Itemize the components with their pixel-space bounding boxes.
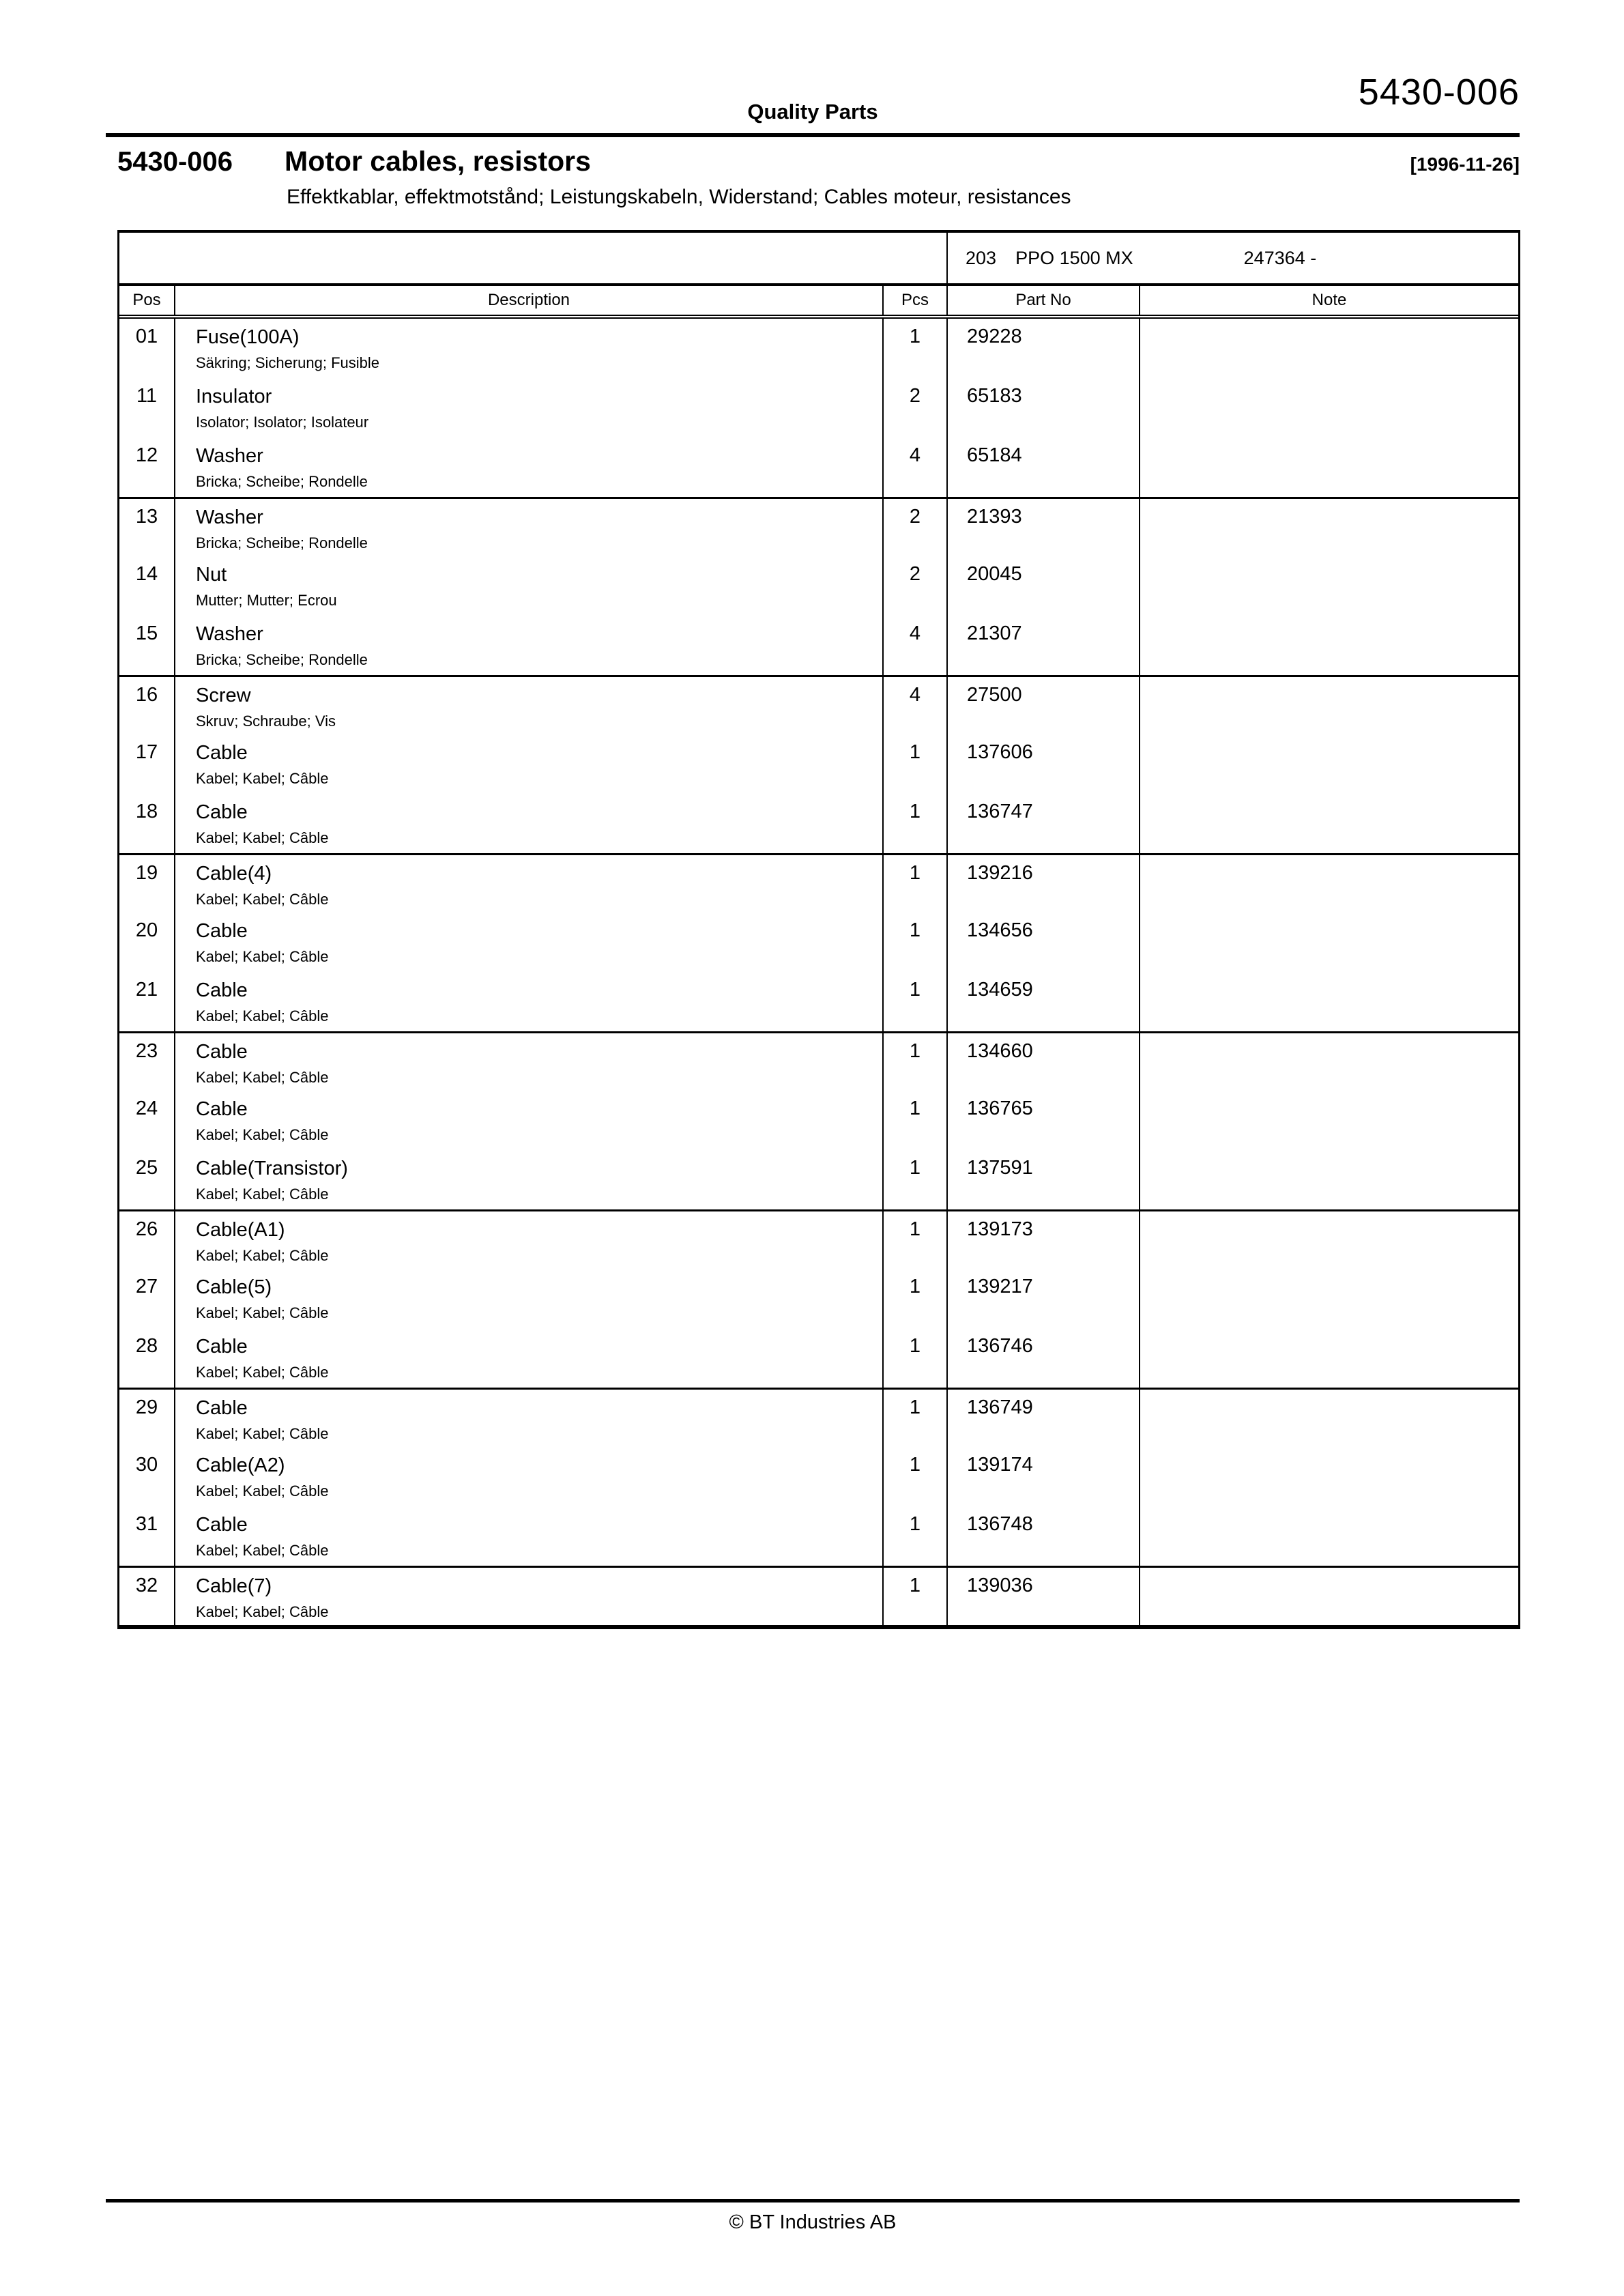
description-translations: Skruv; Schraube; Vis <box>196 713 336 730</box>
table-row <box>119 437 1518 497</box>
pos-cell: 18 <box>119 794 175 853</box>
description-main: Cable <box>196 1336 248 1358</box>
description-cell <box>175 1211 884 1269</box>
note-cell <box>1140 616 1518 675</box>
pcs-cell: 1 <box>884 1269 948 1328</box>
description-main: Cable <box>196 1041 248 1063</box>
pcs-cell: 1 <box>884 1506 948 1566</box>
note-cell <box>1140 1506 1518 1566</box>
column-header-description: Description <box>175 286 884 315</box>
table-row <box>119 1506 1518 1566</box>
model-info-empty-cell <box>119 233 948 283</box>
table-row <box>119 794 1518 853</box>
pos-cell: 30 <box>119 1447 175 1506</box>
model-name: PPO 1500 MX <box>1015 247 1133 268</box>
pcs-cell: 1 <box>884 319 948 378</box>
part-no-cell: 136765 <box>948 1091 1140 1150</box>
note-cell <box>1140 1568 1518 1625</box>
description-translations: Kabel; Kabel; Câble <box>196 1126 329 1143</box>
part-no-cell: 21393 <box>948 499 1140 556</box>
description-translations: Kabel; Kabel; Câble <box>196 1007 329 1024</box>
description-main: Washer <box>196 506 263 528</box>
description-cell <box>175 556 884 616</box>
note-cell <box>1140 437 1518 497</box>
table-row <box>119 675 1518 734</box>
section-title-row <box>117 145 1520 177</box>
table-row <box>119 1269 1518 1328</box>
table-row <box>119 853 1518 913</box>
note-cell <box>1140 1150 1518 1209</box>
description-main: Cable(4) <box>196 863 272 885</box>
description-main: Cable <box>196 742 248 764</box>
pos-cell: 25 <box>119 1150 175 1209</box>
pcs-cell: 1 <box>884 1150 948 1209</box>
part-no-cell: 20045 <box>948 556 1140 616</box>
description-translations: Kabel; Kabel; Câble <box>196 829 329 846</box>
description-translations: Kabel; Kabel; Câble <box>196 1482 329 1499</box>
part-no-cell: 65183 <box>948 378 1140 437</box>
description-translations: Säkring; Sicherung; Fusible <box>196 354 380 371</box>
description-main: Cable <box>196 1098 248 1120</box>
pcs-cell: 1 <box>884 1390 948 1447</box>
table-row <box>119 1209 1518 1269</box>
part-no-cell: 139173 <box>948 1211 1140 1269</box>
description-cell <box>175 1568 884 1625</box>
pos-cell: 20 <box>119 913 175 972</box>
note-cell <box>1140 1269 1518 1328</box>
description-cell <box>175 1390 884 1447</box>
description-translations: Kabel; Kabel; Câble <box>196 1425 329 1442</box>
description-main: Cable <box>196 979 248 1001</box>
note-cell <box>1140 972 1518 1031</box>
table-row <box>119 1566 1518 1625</box>
section-date: [1996-11-26] <box>1410 154 1520 175</box>
note-cell <box>1140 1390 1518 1447</box>
column-header-part-no: Part No <box>948 286 1140 315</box>
pcs-cell: 1 <box>884 1211 948 1269</box>
pos-cell: 24 <box>119 1091 175 1150</box>
pos-cell: 27 <box>119 1269 175 1328</box>
note-cell <box>1140 499 1518 556</box>
table-row <box>119 1328 1518 1388</box>
table-row <box>119 734 1518 794</box>
pos-cell: 11 <box>119 378 175 437</box>
description-cell <box>175 677 884 734</box>
model-info-row <box>119 233 1518 286</box>
description-translations: Bricka; Scheibe; Rondelle <box>196 651 368 668</box>
table-row <box>119 497 1518 556</box>
footer-copyright: © BT Industries AB <box>729 2211 897 2233</box>
description-main: Fuse(100A) <box>196 326 300 348</box>
table-row <box>119 1150 1518 1209</box>
table-row <box>119 972 1518 1031</box>
table-row <box>119 1388 1518 1447</box>
table-row <box>119 913 1518 972</box>
parts-table <box>117 230 1520 1629</box>
description-translations: Isolator; Isolator; Isolateur <box>196 414 369 431</box>
description-main: Nut <box>196 564 227 586</box>
table-header-row <box>119 286 1518 319</box>
note-cell <box>1140 1447 1518 1506</box>
section-code: 5430-006 <box>117 147 233 177</box>
pcs-cell: 1 <box>884 1328 948 1388</box>
note-cell <box>1140 378 1518 437</box>
description-cell <box>175 499 884 556</box>
pcs-cell: 1 <box>884 794 948 853</box>
part-no-cell: 65184 <box>948 437 1140 497</box>
description-main: Cable <box>196 1397 248 1419</box>
description-translations: Kabel; Kabel; Câble <box>196 1364 329 1381</box>
description-main: Cable(A2) <box>196 1454 285 1476</box>
description-translations: Kabel; Kabel; Câble <box>196 1247 329 1264</box>
note-cell <box>1140 1033 1518 1091</box>
pos-cell: 15 <box>119 616 175 675</box>
description-translations: Bricka; Scheibe; Rondelle <box>196 473 368 490</box>
description-translations: Kabel; Kabel; Câble <box>196 1186 329 1203</box>
table-row <box>119 319 1518 378</box>
note-cell <box>1140 734 1518 794</box>
pos-cell: 31 <box>119 1506 175 1566</box>
description-translations: Kabel; Kabel; Câble <box>196 1069 329 1086</box>
pos-cell: 01 <box>119 319 175 378</box>
description-cell <box>175 972 884 1031</box>
pcs-cell: 4 <box>884 616 948 675</box>
pos-cell: 29 <box>119 1390 175 1447</box>
description-translations: Kabel; Kabel; Câble <box>196 1603 329 1620</box>
description-main: Cable(Transistor) <box>196 1158 348 1179</box>
part-no-cell: 21307 <box>948 616 1140 675</box>
table-row <box>119 1091 1518 1150</box>
pcs-cell: 2 <box>884 378 948 437</box>
column-header-note: Note <box>1311 291 1347 309</box>
part-no-cell: 27500 <box>948 677 1140 734</box>
note-cell <box>1140 855 1518 913</box>
description-cell <box>175 616 884 675</box>
pcs-cell: 1 <box>884 972 948 1031</box>
note-cell <box>1140 677 1518 734</box>
description-main: Cable(A1) <box>196 1219 285 1241</box>
description-cell <box>175 794 884 853</box>
part-no-cell: 137591 <box>948 1150 1140 1209</box>
description-main: Cable <box>196 920 248 942</box>
part-no-cell: 137606 <box>948 734 1140 794</box>
description-main: Cable <box>196 1514 248 1536</box>
pos-cell: 12 <box>119 437 175 497</box>
pos-cell: 14 <box>119 556 175 616</box>
footer-rule <box>106 2199 1520 2202</box>
pcs-cell: 2 <box>884 499 948 556</box>
table-row <box>119 378 1518 437</box>
section-subtitle: Effektkablar, effektmotstånd; Leistungskabeln, Widerstand; Cables moteur, resistances <box>287 186 1071 208</box>
description-main: Cable <box>196 801 248 823</box>
description-main: Insulator <box>196 386 272 407</box>
description-main: Washer <box>196 623 263 645</box>
pcs-cell: 4 <box>884 437 948 497</box>
part-no-cell: 136749 <box>948 1390 1140 1447</box>
part-no-cell: 134659 <box>948 972 1140 1031</box>
pos-cell: 16 <box>119 677 175 734</box>
description-cell <box>175 734 884 794</box>
column-header-pos: Pos <box>119 286 175 315</box>
pcs-cell: 1 <box>884 855 948 913</box>
pos-cell: 32 <box>119 1568 175 1625</box>
serial-range: 247364 - <box>1243 247 1317 268</box>
pos-cell: 17 <box>119 734 175 794</box>
table-row <box>119 556 1518 616</box>
pcs-cell: 1 <box>884 1447 948 1506</box>
brand-title: Quality Parts <box>747 100 878 124</box>
model-info-cell <box>948 233 1518 283</box>
description-translations: Kabel; Kabel; Câble <box>196 948 329 965</box>
description-main: Cable(7) <box>196 1575 272 1597</box>
note-cell <box>1140 794 1518 853</box>
part-no-cell: 139036 <box>948 1568 1140 1625</box>
pcs-cell: 2 <box>884 556 948 616</box>
description-translations: Kabel; Kabel; Câble <box>196 770 329 787</box>
part-no-cell: 29228 <box>948 319 1140 378</box>
header-rule <box>106 133 1520 137</box>
model-type-code: 203 <box>966 247 997 268</box>
description-cell <box>175 1328 884 1388</box>
note-cell <box>1140 1091 1518 1150</box>
pcs-cell: 1 <box>884 1091 948 1150</box>
page-code: 5430-006 <box>1358 72 1520 113</box>
description-translations: Bricka; Scheibe; Rondelle <box>196 534 368 551</box>
description-cell <box>175 378 884 437</box>
description-cell <box>175 437 884 497</box>
note-cell <box>1140 913 1518 972</box>
description-cell <box>175 913 884 972</box>
part-no-cell: 136746 <box>948 1328 1140 1388</box>
description-cell <box>175 1447 884 1506</box>
section-title: Motor cables, resistors <box>285 145 591 177</box>
description-cell <box>175 319 884 378</box>
description-translations: Kabel; Kabel; Câble <box>196 1304 329 1321</box>
pcs-cell: 4 <box>884 677 948 734</box>
pcs-cell: 1 <box>884 1033 948 1091</box>
description-cell <box>175 1506 884 1566</box>
pos-cell: 19 <box>119 855 175 913</box>
table-body <box>119 319 1518 1625</box>
description-cell <box>175 1033 884 1091</box>
table-row <box>119 1447 1518 1506</box>
description-translations: Kabel; Kabel; Câble <box>196 1542 329 1559</box>
pos-cell: 26 <box>119 1211 175 1269</box>
description-main: Cable(5) <box>196 1276 272 1298</box>
part-no-cell: 139174 <box>948 1447 1140 1506</box>
table-row <box>119 616 1518 675</box>
note-cell <box>1140 319 1518 378</box>
description-translations: Mutter; Mutter; Ecrou <box>196 592 337 609</box>
pcs-cell: 1 <box>884 734 948 794</box>
pcs-cell: 1 <box>884 1568 948 1625</box>
pos-cell: 13 <box>119 499 175 556</box>
part-no-cell: 139217 <box>948 1269 1140 1328</box>
part-no-cell: 136747 <box>948 794 1140 853</box>
part-no-cell: 134660 <box>948 1033 1140 1091</box>
description-cell <box>175 1269 884 1328</box>
description-main: Screw <box>196 685 251 706</box>
description-main: Washer <box>196 445 263 467</box>
pcs-cell: 1 <box>884 913 948 972</box>
pos-cell: 21 <box>119 972 175 1031</box>
part-no-cell: 136748 <box>948 1506 1140 1566</box>
description-cell <box>175 855 884 913</box>
description-translations: Kabel; Kabel; Câble <box>196 891 329 908</box>
note-cell <box>1140 556 1518 616</box>
description-cell <box>175 1091 884 1150</box>
note-cell <box>1140 1211 1518 1269</box>
description-cell <box>175 1150 884 1209</box>
part-no-cell: 139216 <box>948 855 1140 913</box>
pos-cell: 23 <box>119 1033 175 1091</box>
note-cell <box>1140 1328 1518 1388</box>
column-header-pcs: Pcs <box>884 286 948 315</box>
table-row <box>119 1031 1518 1091</box>
pos-cell: 28 <box>119 1328 175 1388</box>
part-no-cell: 134656 <box>948 913 1140 972</box>
